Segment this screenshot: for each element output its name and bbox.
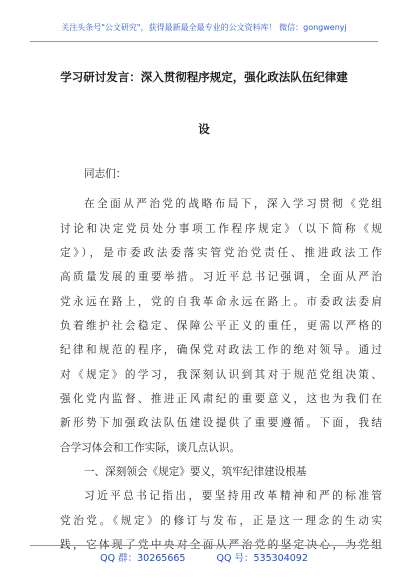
body-line: 负着维护社会稳定、保障公平正义的重任，更需以严格的 (60, 320, 382, 332)
body-line: 习近平总书记指出，要坚持用改革精神和严的标准管 (84, 490, 382, 502)
body-line: 定》），是市委政法委落实管党治党责任、推进政法工作 (60, 247, 382, 259)
body-line: 讨论和决定党员处分事项工作程序规定》（以下简称《规 (60, 223, 382, 235)
body-line: 践，它体现了党中央对全面从严治党的坚定决心，为党组 (60, 539, 382, 551)
body-line: 党永远在路上，党的自我革命永远在路上。市委政法委肩 (60, 296, 382, 308)
body-line: 纪律和规范的程序，确保党对政法工作的绝对领导。通过 (60, 344, 382, 356)
document-title-continued: 设 (198, 122, 210, 136)
section-heading: 一、深刻领会《规定》要义，筑牢纪律建设根基 (84, 466, 307, 478)
body-line: 在全面从严治党的战略布局下，深入学习贯彻《党组 (84, 198, 382, 210)
body-line: 合学习体会和工作实际，谈几点认识。 (60, 442, 241, 454)
document-title: 学习研讨发言：深入贯彻程序规定，强化政法队伍纪律建 (60, 70, 348, 84)
qq-group: QQ 群：30265665 (100, 553, 186, 564)
header-note: 关注头条号"公文研究"，获得最新最全最专业的公文资料库！ 微信：gongwenyj (61, 23, 347, 32)
body-line: 对《规定》的学习，我深刻认识到其对于规范党组决策、 (60, 369, 382, 381)
qq-number: QQ 号：535304092 (216, 553, 308, 564)
body-line: 强化党内监督、推进正风肃纪的重要意义，这也为我们在 (60, 393, 382, 405)
body-line: 新形势下加强政法队伍建设提供了重要遵循。下面，我结 (60, 417, 382, 429)
salutation: 同志们： (84, 168, 127, 180)
body-line: 党治党。《规定》的修订与发布，正是这一理念的生动实 (60, 515, 382, 527)
footer (0, 550, 408, 564)
header-divider (30, 41, 378, 42)
footer-divider (30, 545, 378, 546)
body-line: 高质量发展的重要举措。习近平总书记强调，全面从严治 (60, 271, 382, 283)
